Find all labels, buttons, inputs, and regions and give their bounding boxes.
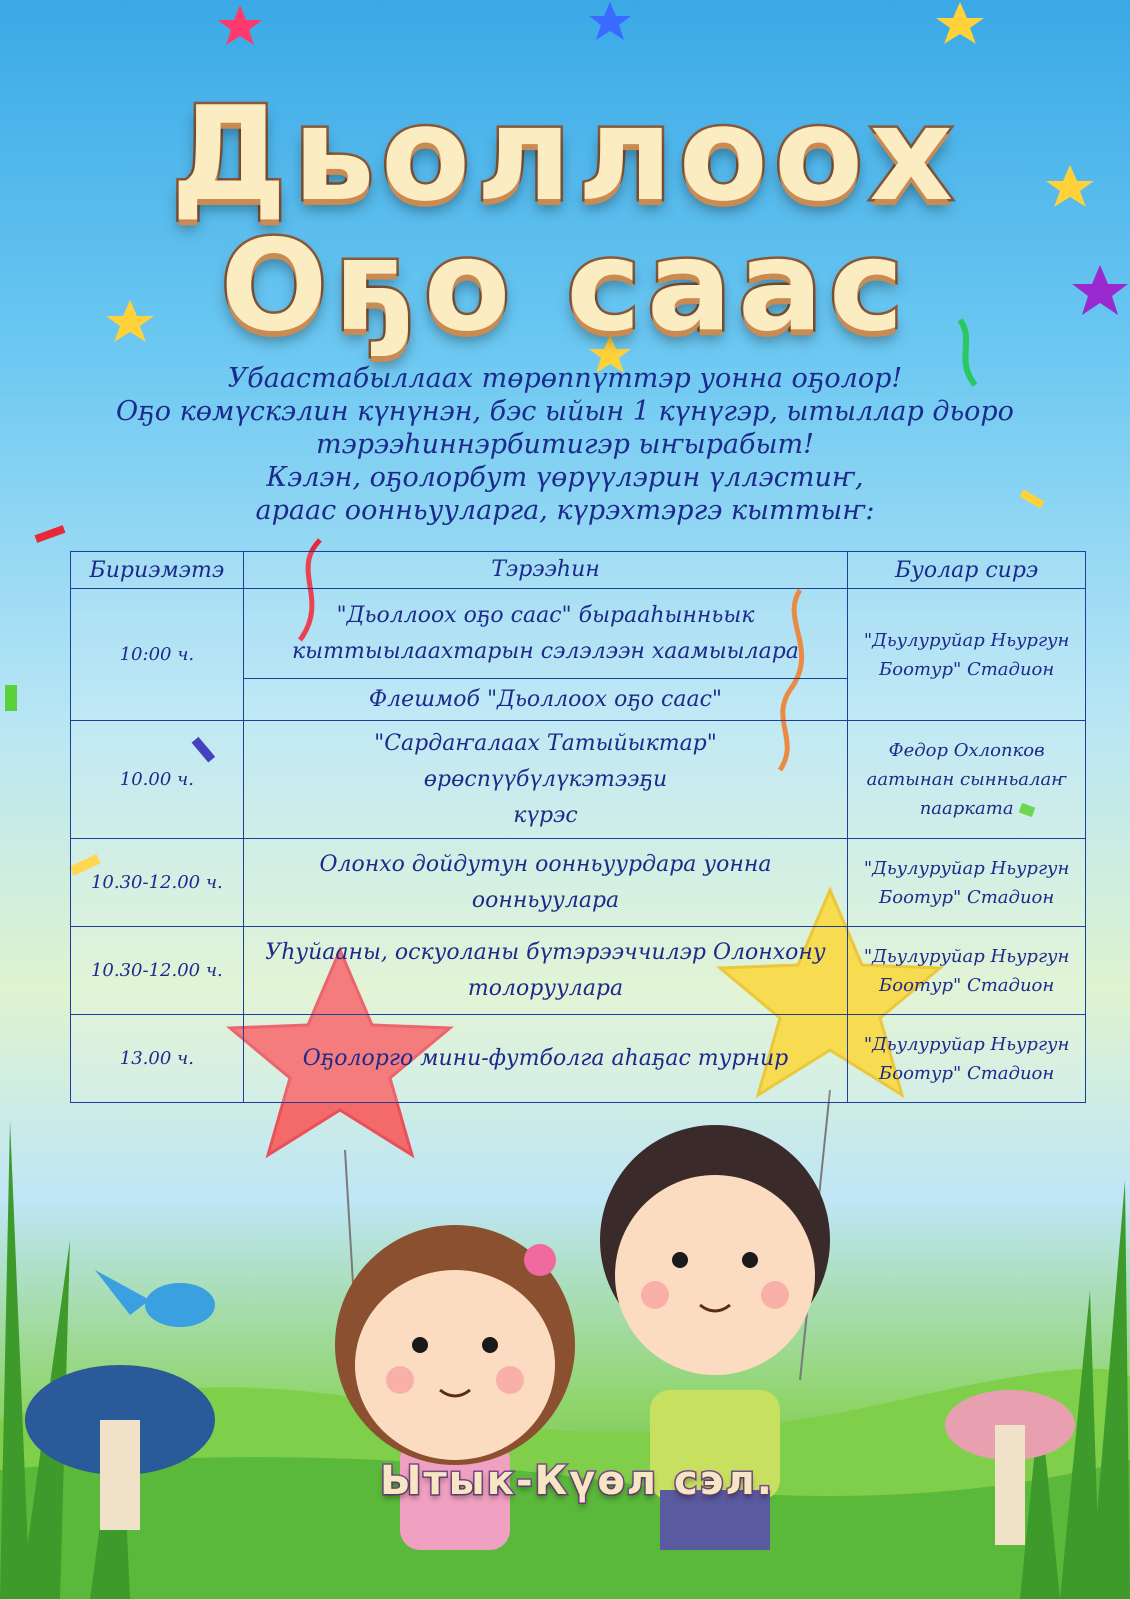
- row-event-line: Олонхо дойдутун оонньуурдара уонна: [319, 851, 772, 877]
- title-line-2: Оҕо саас: [220, 212, 910, 359]
- row-event-line: "Дьоллоох оҕо саас" бырааһынньык: [336, 602, 755, 628]
- row-place-line: Боотур" Стадион: [879, 974, 1055, 996]
- intro-line: араас оонньууларга, күрэхтэргэ кыттыҥ:: [255, 495, 875, 526]
- row-place-line: Боотур" Стадион: [879, 658, 1055, 680]
- header-place: Буолар сирэ: [848, 552, 1086, 589]
- row-place: [848, 839, 1086, 927]
- table-row: [71, 839, 1086, 927]
- row-event: [243, 721, 848, 839]
- intro-line: Оҕо көмүскэлин күнүнэн, бэс ыйын 1 күнүгэр, ытыллар дьоро: [116, 396, 1014, 427]
- row-time: 10:00 ч.: [71, 589, 244, 721]
- row-time: 10.30-12.00 ч.: [71, 927, 244, 1015]
- header-time: Бириэмэтэ: [71, 552, 244, 589]
- intro-line: Убаастабыллаах төрөппүттэр уонна оҕолор!: [227, 363, 903, 394]
- row-place-line: "Дьулуруйар Ньургун: [863, 945, 1070, 967]
- row-event: [243, 927, 848, 1015]
- intro-text: [80, 362, 1050, 527]
- table-row: [71, 721, 1086, 839]
- row-place-line: паарката: [919, 798, 1014, 819]
- row-event: [243, 839, 848, 927]
- row-place-line: "Дьулуруйар Ньургун: [863, 1033, 1070, 1055]
- row-place: [848, 721, 1086, 839]
- row-event: Флешмоб "Дьоллоох оҕо саас": [243, 679, 848, 721]
- row-event-line: күрэс: [513, 802, 578, 828]
- intro-line: Кэлэн, оҕолорбут үөрүүлэрин үллэстиҥ,: [266, 462, 864, 493]
- intro-line: тэрээһиннэрбитигэр ыҥырабыт!: [316, 429, 814, 460]
- row-event: [243, 589, 848, 679]
- row-event-line: оонньуулара: [471, 887, 620, 913]
- table-header-row: [71, 552, 1086, 589]
- row-place-line: Боотур" Стадион: [879, 1062, 1055, 1084]
- table-row: [71, 589, 1086, 679]
- row-event-line: кыттыылаахтарын сэлэлээн хаамыылара: [292, 638, 799, 664]
- row-place-line: "Дьулуруйар Ньургун: [863, 629, 1070, 651]
- footer-location: Ытык-Күөл сэл.: [380, 1458, 774, 1504]
- row-place-line: аатынан сынньалаҥ: [866, 769, 1067, 790]
- row-event-line: толоруулара: [467, 975, 624, 1001]
- table-row: [71, 1015, 1086, 1103]
- title-line-1: Дьоллоох: [170, 78, 960, 230]
- row-place: [848, 927, 1086, 1015]
- row-place-line: Боотур" Стадион: [879, 886, 1055, 908]
- table-row: [71, 927, 1086, 1015]
- row-place: [848, 589, 1086, 721]
- row-event-line: Уһуйааны, оскуоланы бүтэрээччилэр Олонхону: [265, 939, 826, 965]
- row-place: [848, 1015, 1086, 1103]
- row-time: 10.00 ч.: [71, 721, 244, 839]
- row-event: Оҕолорго мини-футболга аһаҕас турнир: [243, 1015, 848, 1103]
- blue-bird: [145, 1283, 215, 1327]
- row-place-line: "Дьулуруйар Ньургун: [863, 857, 1070, 879]
- row-time: 13.00 ч.: [71, 1015, 244, 1103]
- header-event: Тэрээһин: [243, 552, 848, 589]
- schedule-table: [70, 551, 1086, 1103]
- row-time: 10.30-12.00 ч.: [71, 839, 244, 927]
- row-event-line: "Сардаҥалаах Татыйыктар" өрөспүүбүлүкэтээҕи: [374, 730, 717, 792]
- row-place-line: Федор Охлопков: [888, 740, 1045, 761]
